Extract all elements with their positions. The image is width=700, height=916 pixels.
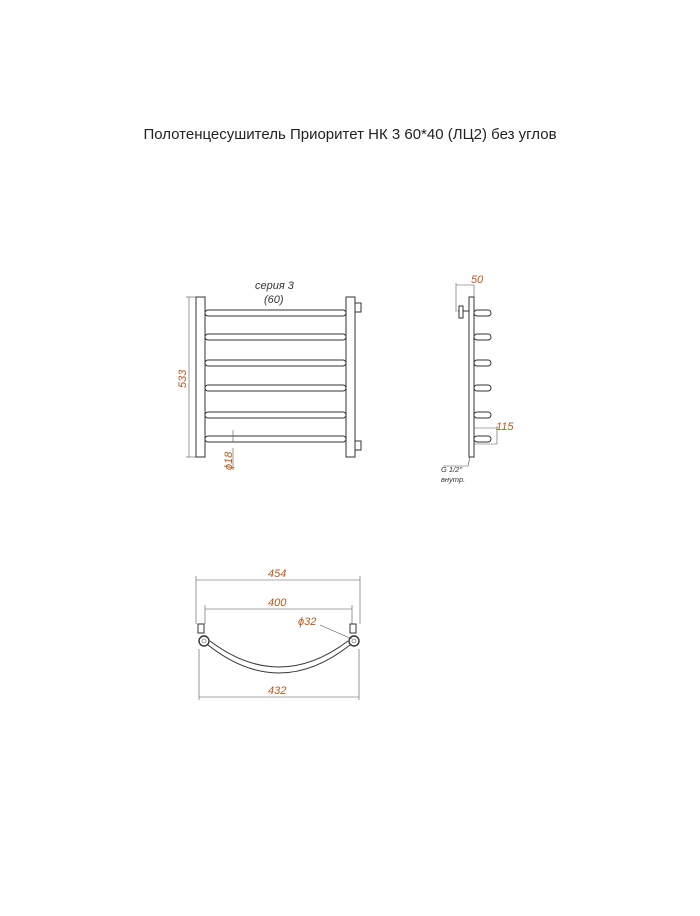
left-post <box>196 297 205 457</box>
series-label: серия 3 <box>255 280 294 292</box>
right-post-section <box>349 636 359 646</box>
side-top-bracket <box>459 306 463 318</box>
depth-dim-text: 50 <box>471 274 484 286</box>
offset-dim-text: 115 <box>496 421 514 433</box>
rung <box>205 360 346 366</box>
tube-diameter-text: ϕ32 <box>298 616 317 628</box>
top-right-bracket <box>350 624 356 633</box>
top-left-bracket <box>198 624 204 633</box>
rung <box>205 385 346 391</box>
rung <box>205 310 346 316</box>
outer-width-text: 432 <box>268 685 287 697</box>
series-size: (60) <box>264 294 284 306</box>
center-distance-text: 400 <box>268 597 287 609</box>
curved-rung-outer <box>208 645 350 673</box>
page-title: Полотенцесушитель Приоритет НК 3 60*40 (ЛЦ2) без углов <box>143 126 557 143</box>
rungs <box>205 310 346 442</box>
thread-label: G 1/2" <box>441 465 463 474</box>
height-dim-text: 533 <box>177 369 189 388</box>
right-post <box>346 297 355 457</box>
curved-rung-inner <box>210 641 348 667</box>
rung <box>205 436 346 442</box>
wall-bracket <box>355 303 361 312</box>
rung <box>205 412 346 418</box>
top-view <box>196 568 360 700</box>
height-dimension <box>177 297 196 457</box>
rung <box>205 334 346 340</box>
side-view <box>441 274 514 484</box>
pipe-diameter-text: ϕ18 <box>223 451 235 470</box>
side-post <box>469 297 474 457</box>
total-width-text: 454 <box>268 568 287 580</box>
rung-stubs <box>474 310 491 442</box>
front-view <box>177 280 361 470</box>
left-post-section <box>199 636 209 646</box>
thread-note: внутр. <box>441 475 466 484</box>
wall-bracket <box>355 441 361 450</box>
